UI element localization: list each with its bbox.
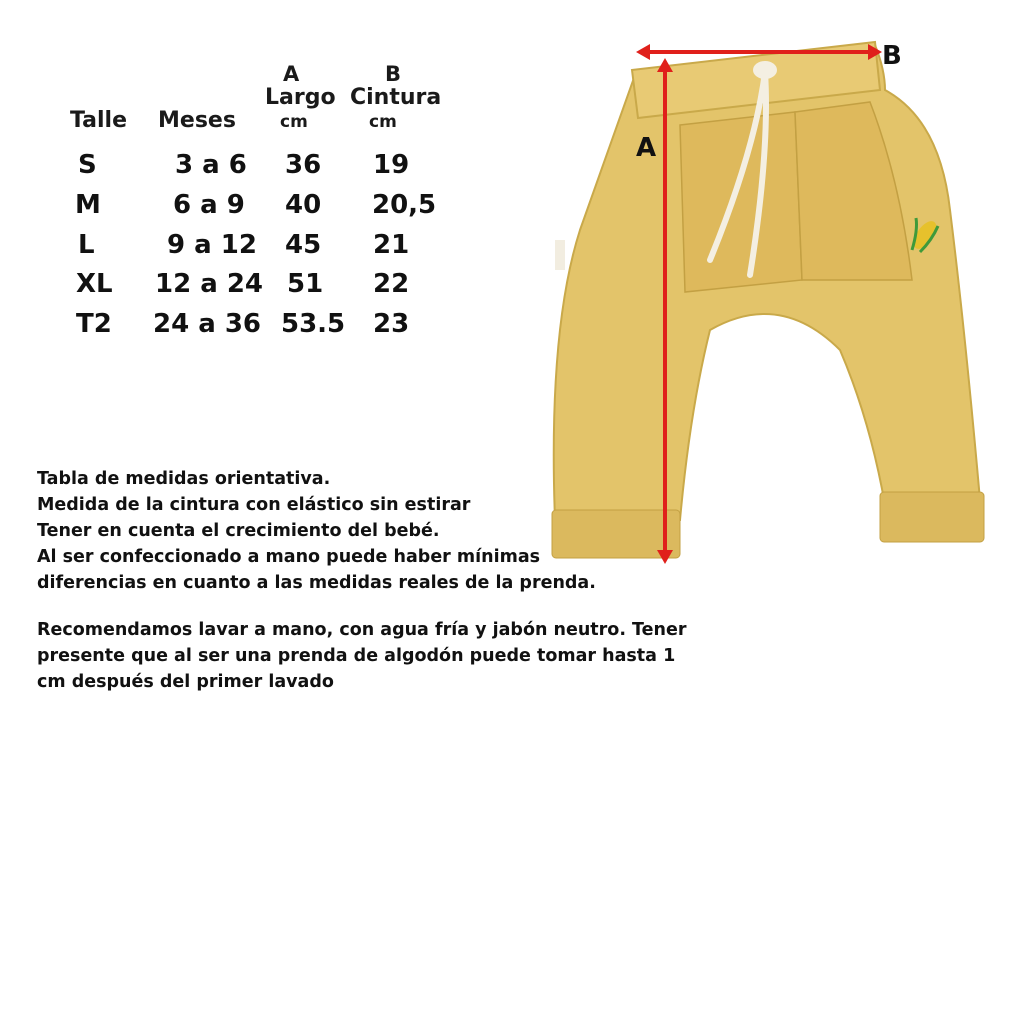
header-cintura-unit: cm [369, 112, 397, 132]
cell-largo: 53.5 [281, 309, 346, 339]
cell-meses: 12 a 24 [155, 269, 264, 299]
cell-largo: 51 [287, 269, 324, 299]
cell-cintura: 19 [373, 150, 410, 180]
cell-meses: 24 a 36 [153, 309, 262, 339]
cell-meses: 9 a 12 [167, 230, 257, 260]
cell-cintura: 20,5 [372, 190, 437, 220]
arrow-a [657, 58, 673, 564]
note-line: Medida de la cintura con elástico sin estirar [37, 495, 471, 515]
header-largo: Largo [265, 85, 336, 110]
note-line: Recomendamos lavar a mano, con agua fría y jabón neutro. Tener [37, 620, 687, 640]
note-line: diferencias en cuanto a las medidas reales de la prenda. [37, 573, 596, 593]
note-line: Tabla de medidas orientativa. [37, 469, 331, 489]
header-meses: Meses [158, 108, 236, 133]
header-cintura: Cintura [350, 85, 442, 110]
cell-meses: 3 a 6 [175, 150, 247, 180]
note-line: Tener en cuenta el crecimiento del bebé. [37, 521, 440, 541]
cell-cintura: 23 [373, 309, 410, 339]
note-line: cm después del primer lavado [37, 672, 334, 692]
header-cintura-letter: B [385, 62, 402, 86]
cell-cintura: 21 [373, 230, 410, 260]
cell-talle: XL [76, 269, 113, 299]
cell-largo: 45 [285, 230, 322, 260]
cell-cintura: 22 [373, 269, 410, 299]
cell-talle: L [78, 230, 95, 260]
cell-talle: M [75, 190, 101, 220]
arrow-b [636, 44, 882, 60]
cell-meses: 6 a 9 [173, 190, 245, 220]
header-largo-letter: A [283, 62, 300, 86]
label-b: B [882, 41, 902, 71]
header-largo-unit: cm [280, 112, 308, 132]
label-a: A [636, 133, 657, 163]
header-talle: Talle [70, 108, 128, 133]
cell-talle: T2 [76, 309, 112, 339]
cell-talle: S [78, 150, 97, 180]
cell-largo: 36 [285, 150, 322, 180]
note-line: presente que al ser una prenda de algodón puede tomar hasta 1 [37, 646, 676, 666]
cell-largo: 40 [285, 190, 322, 220]
note-line: Al ser confeccionado a mano puede haber mínimas [37, 547, 541, 567]
